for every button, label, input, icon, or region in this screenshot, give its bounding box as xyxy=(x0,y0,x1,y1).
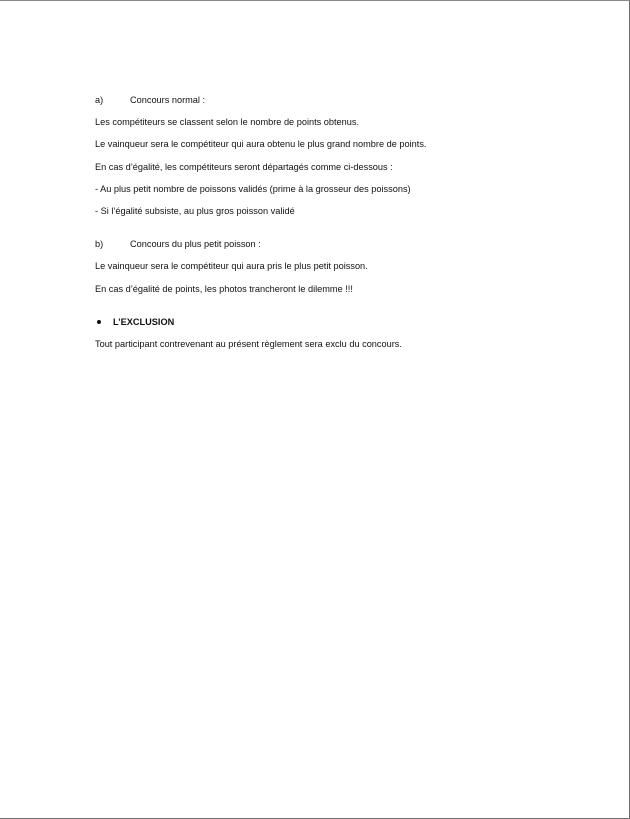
page-content xyxy=(95,94,565,360)
section-b-line: En cas d’égalité de points, les photos trancheront le dilemme !!! xyxy=(95,283,353,294)
section-a-line: Les compétiteurs se classent selon le nombre de points obtenus. xyxy=(95,117,360,128)
section-b-heading xyxy=(95,238,565,250)
section-b-title: Concours du plus petit poisson : xyxy=(130,239,261,250)
bullet-icon xyxy=(97,320,101,324)
section-a-title: Concours normal : xyxy=(130,95,206,105)
exclusion-title: L’EXCLUSION xyxy=(113,316,175,327)
section-b-marker: b) xyxy=(95,239,104,250)
section-a-marker: a) xyxy=(95,95,104,105)
section-spacer xyxy=(95,227,565,238)
section-a-line: Le vainqueur sera le compétiteur qui aura obtenu le plus grand nombre de points. xyxy=(95,139,427,150)
section-a-line: - Au plus petit nombre de poissons validés (prime à la grosseur des poissons) xyxy=(95,183,411,194)
exclusion-heading xyxy=(95,316,565,328)
section-b-line: Le vainqueur sera le compétiteur qui aura pris le plus petit poisson. xyxy=(95,261,368,272)
section-a-heading xyxy=(95,94,565,106)
exclusion-text: Tout participant contrevenant au présent règlement sera exclu du concours. xyxy=(95,338,402,349)
section-a-line: En cas d’égalité, les compétiteurs seront départagés comme ci-dessous : xyxy=(95,161,393,172)
section-a-line: - Si l’égalité subsiste, au plus gros poisson validé xyxy=(95,205,295,216)
section-spacer xyxy=(95,305,565,316)
